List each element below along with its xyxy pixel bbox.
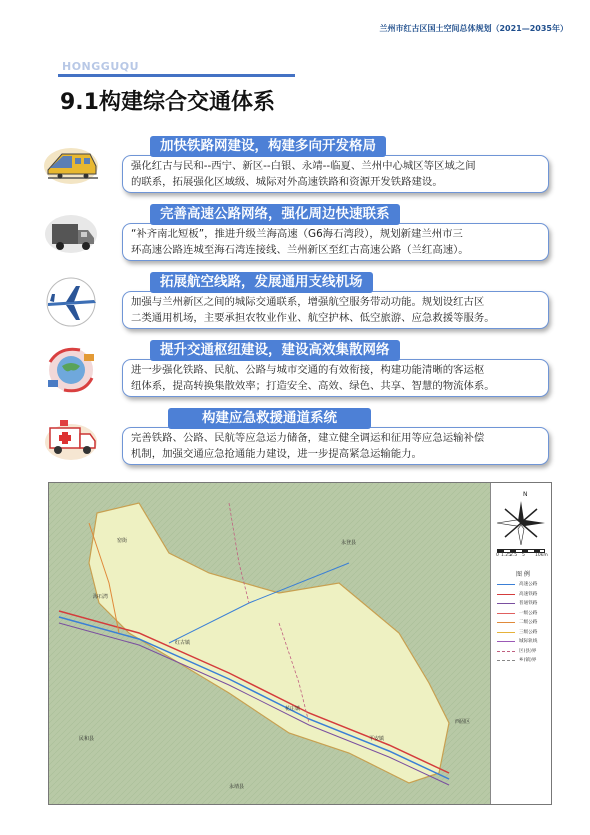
header-doc-title: 兰州市红古区国土空间总体规划（2021—2035年） xyxy=(379,24,568,33)
section-aviation xyxy=(40,272,555,328)
place-label: 永靖县 xyxy=(229,784,245,790)
place-label: 平安镇 xyxy=(369,736,385,742)
legend-label: 城际轨线 xyxy=(519,639,538,644)
place-label: 永登县 xyxy=(341,540,357,546)
section-emergency-box xyxy=(122,427,549,465)
scale-label: 5 xyxy=(522,553,525,558)
section-highway-text xyxy=(131,227,542,258)
section-railway-line1: 强化红古与民和--西宁、新区--白银、永靖--临夏、兰州中心城区等区域之间 xyxy=(131,160,476,172)
legend-swatch xyxy=(497,651,515,652)
legend-label: 一级公路 xyxy=(519,610,538,616)
section-railway-text xyxy=(131,159,542,190)
section-aviation-text xyxy=(131,295,542,326)
legend-item xyxy=(497,638,551,646)
section-highway-line1: “补齐南北短板”，推进升级兰海高速（G6海石湾段），规划新建兰州市三 xyxy=(131,228,463,240)
page-title: 9.1构建综合交通体系 xyxy=(60,90,275,115)
section-highway xyxy=(40,204,555,260)
legend-swatch xyxy=(497,660,515,661)
scale-label: 10km xyxy=(535,553,548,558)
legend-label: 高速铁路 xyxy=(519,591,538,597)
section-highway-heading: 完善高速公路网络，强化周边快速联系 xyxy=(150,204,400,225)
map-terrain xyxy=(49,483,490,804)
section-aviation-heading: 拓展航空线路，发展通用支线机场 xyxy=(150,272,373,293)
legend-item xyxy=(497,610,551,618)
section-aviation-line2: 二类通用机场，主要承担农牧业作业、航空护林、低空旅游、应急救援等服务。 xyxy=(131,311,495,324)
pinyin-label: HONGGUQU xyxy=(62,60,140,73)
section-hub-heading: 提升交通枢纽建设，建设高效集散网络 xyxy=(150,340,400,361)
ambulance-icon xyxy=(40,408,102,464)
legend-swatch xyxy=(497,613,515,614)
place-label: 红古镇 xyxy=(175,640,191,646)
legend-label: 普通铁路 xyxy=(519,601,538,606)
legend-label: 区(县)界 xyxy=(519,648,537,654)
legend-item xyxy=(497,581,551,589)
legend-item xyxy=(497,657,551,665)
section-railway-heading: 加快铁路网建设，构建多向开发格局 xyxy=(150,136,386,157)
legend-item xyxy=(497,600,551,608)
legend-label: 三级公路 xyxy=(519,629,538,635)
map-legend xyxy=(490,483,552,804)
section-emergency-line2: 机制，加强交通应急抢通能力建设，进一步提高紧急运输能力。 xyxy=(131,447,422,460)
north-label: N xyxy=(523,491,528,498)
section-highway-box xyxy=(122,223,549,261)
section-emergency-text xyxy=(131,431,542,462)
airplane-icon xyxy=(40,272,102,328)
section-emergency-line1: 完善铁路、公路、民航等应急运力储备，建立健全调运和征用等应急运输补偿 xyxy=(131,432,485,444)
section-aviation-box xyxy=(122,291,549,329)
section-emergency-heading: 构建应急救援通道系统 xyxy=(168,408,371,429)
legend-swatch xyxy=(497,603,515,604)
legend-item xyxy=(497,591,551,599)
place-label: 西固区 xyxy=(455,719,471,725)
title-underline xyxy=(58,74,295,77)
legend-label: 高速公路 xyxy=(519,582,538,587)
section-highway-line2: 环高速公路连城至海石湾连接线、兰州新区至红古高速公路（兰红高速）。 xyxy=(131,243,469,256)
legend-item xyxy=(497,629,551,637)
section-railway xyxy=(40,136,555,192)
section-railway-line2: 的联系，拓展强化区域级、城际对外高速铁路和资源开发铁路建设。 xyxy=(131,175,443,188)
logistics-hub-icon xyxy=(40,340,102,396)
legend-swatch xyxy=(497,641,515,642)
truck-icon xyxy=(40,204,102,260)
scale-label: 0 xyxy=(496,553,499,558)
section-emergency xyxy=(40,408,555,464)
legend-swatch xyxy=(497,594,515,595)
legend-title: 图 例 xyxy=(516,571,530,578)
legend-label: 乡(镇)界 xyxy=(519,658,537,663)
section-hub-text xyxy=(131,363,542,394)
place-label: 民和县 xyxy=(79,736,95,742)
transport-map xyxy=(48,482,552,805)
legend-swatch xyxy=(497,622,515,623)
scale-label: 1.25 xyxy=(501,553,512,558)
scale-label: 2.5 xyxy=(510,553,518,558)
legend-label: 二级公路 xyxy=(519,620,538,625)
place-label: 窑街 xyxy=(117,538,128,544)
legend-item xyxy=(497,648,551,656)
legend-swatch xyxy=(497,632,515,633)
section-hub-box xyxy=(122,359,549,397)
place-label: 花庄镇 xyxy=(285,706,301,712)
compass-rose-icon xyxy=(491,497,552,547)
section-railway-box xyxy=(122,155,549,193)
place-label: 海石湾 xyxy=(93,594,109,600)
section-hub-line1: 进一步强化铁路、民航、公路与城市交通的有效衔接，构建功能清晰的客运枢 xyxy=(131,364,485,376)
section-hub-line2: 纽体系，提高转换集散效率；打造安全、高效、绿色、共享、智慧的物流体系。 xyxy=(131,379,495,392)
legend-swatch xyxy=(497,584,515,585)
train-icon xyxy=(40,136,102,192)
legend-item xyxy=(497,619,551,627)
section-hub xyxy=(40,340,555,396)
section-aviation-line1: 加强与兰州新区之间的城际交通联系，增强航空服务带动功能。规划设红古区 xyxy=(131,296,485,308)
